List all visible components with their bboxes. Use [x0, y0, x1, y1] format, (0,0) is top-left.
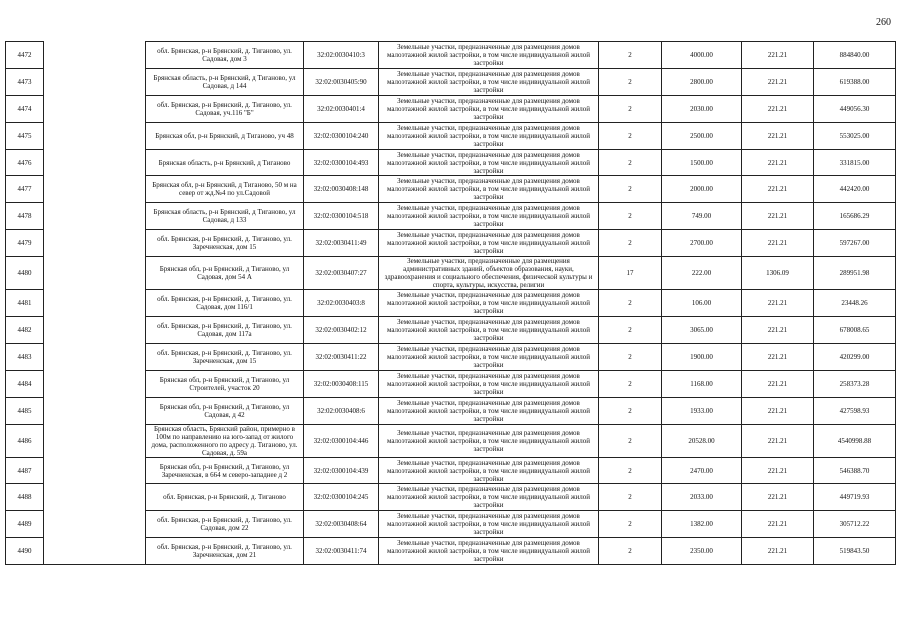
- cell-use-group: 2: [599, 538, 662, 565]
- cell-specific-value: 221.21: [742, 370, 814, 397]
- cell-record-number: 4487: [6, 457, 44, 484]
- cell-land-use-purpose: Земельные участки, предназначенные для размещения домов малоэтажной жилой застройки, в том числе индивидуальной жилой застройки: [379, 122, 599, 149]
- cell-land-use-purpose: Земельные участки, предназначенные для размещения административных зданий, объектов образования, науки, здравоохранения и социального обеспечения, физической культуры и спорта, культуры, искусства, религии: [379, 257, 599, 290]
- cadastral-value-table: [5, 41, 896, 565]
- cell-blank: [44, 457, 146, 484]
- cell-area: 1900.00: [662, 343, 742, 370]
- cell-cadastral-value: 619388.00: [814, 68, 896, 95]
- cell-cadastral-value: 305712.22: [814, 511, 896, 538]
- cell-address: Брянская обл, р-н Брянский, д Тиганово, уч 48: [146, 122, 304, 149]
- cell-blank: [44, 290, 146, 317]
- cell-land-use-purpose: Земельные участки, предназначенные для размещения домов малоэтажной жилой застройки, в том числе индивидуальной жилой застройки: [379, 424, 599, 457]
- cell-area: 1382.00: [662, 511, 742, 538]
- cell-area: 749.00: [662, 203, 742, 230]
- table-row: [6, 257, 896, 290]
- cell-blank: [44, 538, 146, 565]
- cell-cadastral-value: 4540998.88: [814, 424, 896, 457]
- cell-cadastral-number: 32:02:0300104:240: [304, 122, 379, 149]
- cell-use-group: 2: [599, 290, 662, 317]
- cell-use-group: 2: [599, 176, 662, 203]
- cell-blank: [44, 370, 146, 397]
- cell-area: 1500.00: [662, 149, 742, 176]
- cell-use-group: 2: [599, 457, 662, 484]
- cell-cadastral-number: 32:02:0300104:518: [304, 203, 379, 230]
- table-row: [6, 42, 896, 69]
- cell-cadastral-value: 678008.65: [814, 317, 896, 344]
- cell-cadastral-number: 32:02:0030403:8: [304, 290, 379, 317]
- cell-cadastral-value: 546388.70: [814, 457, 896, 484]
- cell-cadastral-number: 32:02:0300104:493: [304, 149, 379, 176]
- cell-address: обл. Брянская, р-н Брянский, д. Тиганово, ул. Садовая, дом 116/1: [146, 290, 304, 317]
- cell-area: 1168.00: [662, 370, 742, 397]
- cell-specific-value: 221.21: [742, 484, 814, 511]
- cell-area: 2800.00: [662, 68, 742, 95]
- table-row: [6, 176, 896, 203]
- cell-specific-value: 1306.09: [742, 257, 814, 290]
- cell-land-use-purpose: Земельные участки, предназначенные для размещения домов малоэтажной жилой застройки, в том числе индивидуальной жилой застройки: [379, 397, 599, 424]
- cell-cadastral-value: 427598.93: [814, 397, 896, 424]
- cell-use-group: 2: [599, 95, 662, 122]
- cell-area: 20528.00: [662, 424, 742, 457]
- table-row: [6, 230, 896, 257]
- cell-blank: [44, 424, 146, 457]
- cell-area: 2500.00: [662, 122, 742, 149]
- cell-record-number: 4484: [6, 370, 44, 397]
- cell-use-group: 2: [599, 317, 662, 344]
- cell-blank: [44, 176, 146, 203]
- cell-address: Брянская область, р-н Брянский, д Тиганово: [146, 149, 304, 176]
- table-row: [6, 370, 896, 397]
- cell-record-number: 4479: [6, 230, 44, 257]
- cell-use-group: 2: [599, 68, 662, 95]
- cell-cadastral-value: 442420.00: [814, 176, 896, 203]
- cell-use-group: 2: [599, 42, 662, 69]
- cell-blank: [44, 511, 146, 538]
- cell-address: Брянская обл, р-н Брянский, д Тиганово, ул Садовая, д 42: [146, 397, 304, 424]
- cell-area: 4000.00: [662, 42, 742, 69]
- table-row: [6, 511, 896, 538]
- cell-cadastral-value: 420299.00: [814, 343, 896, 370]
- table-row: [6, 538, 896, 565]
- cell-area: 1933.00: [662, 397, 742, 424]
- cell-specific-value: 221.21: [742, 457, 814, 484]
- cell-record-number: 4478: [6, 203, 44, 230]
- table-row: [6, 424, 896, 457]
- cell-area: 2350.00: [662, 538, 742, 565]
- cell-land-use-purpose: Земельные участки, предназначенные для размещения домов малоэтажной жилой застройки, в том числе индивидуальной жилой застройки: [379, 290, 599, 317]
- cell-cadastral-number: 32:02:0030411:74: [304, 538, 379, 565]
- cell-use-group: 2: [599, 343, 662, 370]
- cell-blank: [44, 149, 146, 176]
- cell-record-number: 4482: [6, 317, 44, 344]
- cell-specific-value: 221.21: [742, 230, 814, 257]
- cell-record-number: 4488: [6, 484, 44, 511]
- cell-land-use-purpose: Земельные участки, предназначенные для размещения домов малоэтажной жилой застройки, в том числе индивидуальной жилой застройки: [379, 42, 599, 69]
- cell-use-group: 2: [599, 203, 662, 230]
- cell-use-group: 2: [599, 149, 662, 176]
- cell-address: Брянская обл, р-н Брянский, д Тиганово, ул Строителей, участок 20: [146, 370, 304, 397]
- table-row: [6, 457, 896, 484]
- cell-blank: [44, 95, 146, 122]
- cell-record-number: 4481: [6, 290, 44, 317]
- cell-land-use-purpose: Земельные участки, предназначенные для размещения домов малоэтажной жилой застройки, в том числе индивидуальной жилой застройки: [379, 176, 599, 203]
- cell-cadastral-number: 32:02:0030410:3: [304, 42, 379, 69]
- cell-address: обл. Брянская, р-н Брянский, д. Тиганово, ул. Садовая, дом 117а: [146, 317, 304, 344]
- cell-use-group: 17: [599, 257, 662, 290]
- table-row: [6, 343, 896, 370]
- table-row: [6, 484, 896, 511]
- cell-record-number: 4490: [6, 538, 44, 565]
- cell-cadastral-number: 32:02:0300104:245: [304, 484, 379, 511]
- cell-cadastral-value: 449719.93: [814, 484, 896, 511]
- cell-address: Брянская область, Брянский район, примерно в 100м по направлению на юго-запад от жилого дома, расположенного по адресу д. Тиганово, ул. Садовая, д. 59а: [146, 424, 304, 457]
- cell-blank: [44, 257, 146, 290]
- cell-address: обл. Брянская, р-н Брянский, д. Тиганово, ул. Заречненская, дом 21: [146, 538, 304, 565]
- cell-area: 222.00: [662, 257, 742, 290]
- cell-cadastral-number: 32:02:0030407:27: [304, 257, 379, 290]
- cell-record-number: 4473: [6, 68, 44, 95]
- cell-cadastral-value: 553025.00: [814, 122, 896, 149]
- cell-specific-value: 221.21: [742, 176, 814, 203]
- cell-use-group: 2: [599, 484, 662, 511]
- cell-record-number: 4485: [6, 397, 44, 424]
- table-row: [6, 290, 896, 317]
- cell-specific-value: 221.21: [742, 290, 814, 317]
- cell-land-use-purpose: Земельные участки, предназначенные для размещения домов малоэтажной жилой застройки, в том числе индивидуальной жилой застройки: [379, 457, 599, 484]
- page-number: 260: [876, 17, 891, 28]
- cell-record-number: 4475: [6, 122, 44, 149]
- cell-land-use-purpose: Земельные участки, предназначенные для размещения домов малоэтажной жилой застройки, в том числе индивидуальной жилой застройки: [379, 538, 599, 565]
- cell-area: 2700.00: [662, 230, 742, 257]
- table-row: [6, 149, 896, 176]
- cell-land-use-purpose: Земельные участки, предназначенные для размещения домов малоэтажной жилой застройки, в том числе индивидуальной жилой застройки: [379, 343, 599, 370]
- cell-land-use-purpose: Земельные участки, предназначенные для размещения домов малоэтажной жилой застройки, в том числе индивидуальной жилой застройки: [379, 317, 599, 344]
- cell-cadastral-value: 165686.29: [814, 203, 896, 230]
- cell-area: 2470.00: [662, 457, 742, 484]
- cell-specific-value: 221.21: [742, 203, 814, 230]
- cell-address: обл. Брянская, р-н Брянский, д. Тиганово, ул. Заречненская, дом 15: [146, 230, 304, 257]
- cell-cadastral-value: 258373.28: [814, 370, 896, 397]
- cell-record-number: 4472: [6, 42, 44, 69]
- cell-specific-value: 221.21: [742, 424, 814, 457]
- cell-blank: [44, 203, 146, 230]
- cell-record-number: 4489: [6, 511, 44, 538]
- cell-address: Брянская обл, р-н Брянский, д Тиганово, 50 м на север от жд.№4 по ул.Садовой: [146, 176, 304, 203]
- cell-land-use-purpose: Земельные участки, предназначенные для размещения домов малоэтажной жилой застройки, в том числе индивидуальной жилой застройки: [379, 230, 599, 257]
- cell-address: обл. Брянская, р-н Брянский, д. Тиганово, ул. Садовая, дом 22: [146, 511, 304, 538]
- cell-cadastral-number: 32:02:0030411:22: [304, 343, 379, 370]
- cell-cadastral-number: 32:02:0030402:12: [304, 317, 379, 344]
- cell-cadastral-number: 32:02:0030408:6: [304, 397, 379, 424]
- table-row: [6, 397, 896, 424]
- cell-record-number: 4486: [6, 424, 44, 457]
- cell-specific-value: 221.21: [742, 397, 814, 424]
- cell-cadastral-number: 32:02:0030408:115: [304, 370, 379, 397]
- cell-specific-value: 221.21: [742, 538, 814, 565]
- cell-area: 2030.00: [662, 95, 742, 122]
- cell-area: 106.00: [662, 290, 742, 317]
- cell-record-number: 4476: [6, 149, 44, 176]
- cell-land-use-purpose: Земельные участки, предназначенные для размещения домов малоэтажной жилой застройки, в том числе индивидуальной жилой застройки: [379, 511, 599, 538]
- cell-record-number: 4480: [6, 257, 44, 290]
- cell-area: 2033.00: [662, 484, 742, 511]
- cell-specific-value: 221.21: [742, 122, 814, 149]
- cell-use-group: 2: [599, 230, 662, 257]
- cell-cadastral-value: 331815.00: [814, 149, 896, 176]
- cell-cadastral-number: 32:02:0030408:64: [304, 511, 379, 538]
- cell-land-use-purpose: Земельные участки, предназначенные для размещения домов малоэтажной жилой застройки, в том числе индивидуальной жилой застройки: [379, 484, 599, 511]
- cell-cadastral-number: 32:02:0030411:49: [304, 230, 379, 257]
- cell-land-use-purpose: Земельные участки, предназначенные для размещения домов малоэтажной жилой застройки, в том числе индивидуальной жилой застройки: [379, 370, 599, 397]
- cell-cadastral-number: 32:02:0030405:90: [304, 68, 379, 95]
- table-row: [6, 68, 896, 95]
- cell-address: обл. Брянская, р-н Брянский, д. Тиганово, ул. Садовая, уч.116 "Б": [146, 95, 304, 122]
- cell-specific-value: 221.21: [742, 68, 814, 95]
- cell-cadastral-number: 32:02:0030408:148: [304, 176, 379, 203]
- cell-specific-value: 221.21: [742, 343, 814, 370]
- cell-land-use-purpose: Земельные участки, предназначенные для размещения домов малоэтажной жилой застройки, в том числе индивидуальной жилой застройки: [379, 203, 599, 230]
- cell-blank: [44, 42, 146, 69]
- cell-area: 2000.00: [662, 176, 742, 203]
- cell-blank: [44, 397, 146, 424]
- cell-cadastral-value: 289951.98: [814, 257, 896, 290]
- cell-use-group: 2: [599, 424, 662, 457]
- cell-blank: [44, 122, 146, 149]
- cell-record-number: 4474: [6, 95, 44, 122]
- cell-cadastral-value: 884840.00: [814, 42, 896, 69]
- cell-record-number: 4477: [6, 176, 44, 203]
- cell-use-group: 2: [599, 511, 662, 538]
- cell-cadastral-value: 23448.26: [814, 290, 896, 317]
- cell-address: обл. Брянская, р-н Брянский, д. Тиганово, ул. Заречненская, дом 15: [146, 343, 304, 370]
- cell-blank: [44, 343, 146, 370]
- cell-address: Брянская область, р-н Брянский, д Тиганово, ул Садовая, д 144: [146, 68, 304, 95]
- cell-blank: [44, 484, 146, 511]
- cell-address: Брянская обл, р-н Брянский, д Тиганово, ул Заречненская, в 664 м северо-западнее д 2: [146, 457, 304, 484]
- table-row: [6, 122, 896, 149]
- cell-use-group: 2: [599, 370, 662, 397]
- cell-cadastral-value: 519843.50: [814, 538, 896, 565]
- cell-land-use-purpose: Земельные участки, предназначенные для размещения домов малоэтажной жилой застройки, в том числе индивидуальной жилой застройки: [379, 68, 599, 95]
- cell-record-number: 4483: [6, 343, 44, 370]
- cell-cadastral-value: 449056.30: [814, 95, 896, 122]
- cell-blank: [44, 317, 146, 344]
- cell-address: обл. Брянская, р-н Брянский, д. Тиганово, ул. Садовая, дом 3: [146, 42, 304, 69]
- cell-cadastral-number: 32:02:0300104:446: [304, 424, 379, 457]
- cell-specific-value: 221.21: [742, 42, 814, 69]
- cell-blank: [44, 68, 146, 95]
- cell-use-group: 2: [599, 122, 662, 149]
- table-row: [6, 203, 896, 230]
- cell-address: обл. Брянская, р-н Брянский, д. Тиганово: [146, 484, 304, 511]
- cell-cadastral-value: 597267.00: [814, 230, 896, 257]
- table-body: [6, 42, 896, 565]
- cell-land-use-purpose: Земельные участки, предназначенные для размещения домов малоэтажной жилой застройки, в том числе индивидуальной жилой застройки: [379, 149, 599, 176]
- cell-address: Брянская область, р-н Брянский, д Тиганово, ул Садовая, д 133: [146, 203, 304, 230]
- cell-blank: [44, 230, 146, 257]
- cell-address: Брянская обл, р-н Брянский, д Тиганово, ул Садовая, дом 54 А: [146, 257, 304, 290]
- cell-cadastral-number: 32:02:0300104:439: [304, 457, 379, 484]
- cell-land-use-purpose: Земельные участки, предназначенные для размещения домов малоэтажной жилой застройки, в том числе индивидуальной жилой застройки: [379, 95, 599, 122]
- cell-specific-value: 221.21: [742, 95, 814, 122]
- table-row: [6, 95, 896, 122]
- cell-cadastral-number: 32:02:0030401:4: [304, 95, 379, 122]
- cell-specific-value: 221.21: [742, 149, 814, 176]
- cell-specific-value: 221.21: [742, 317, 814, 344]
- table-row: [6, 317, 896, 344]
- cell-use-group: 2: [599, 397, 662, 424]
- cell-specific-value: 221.21: [742, 511, 814, 538]
- cell-area: 3065.00: [662, 317, 742, 344]
